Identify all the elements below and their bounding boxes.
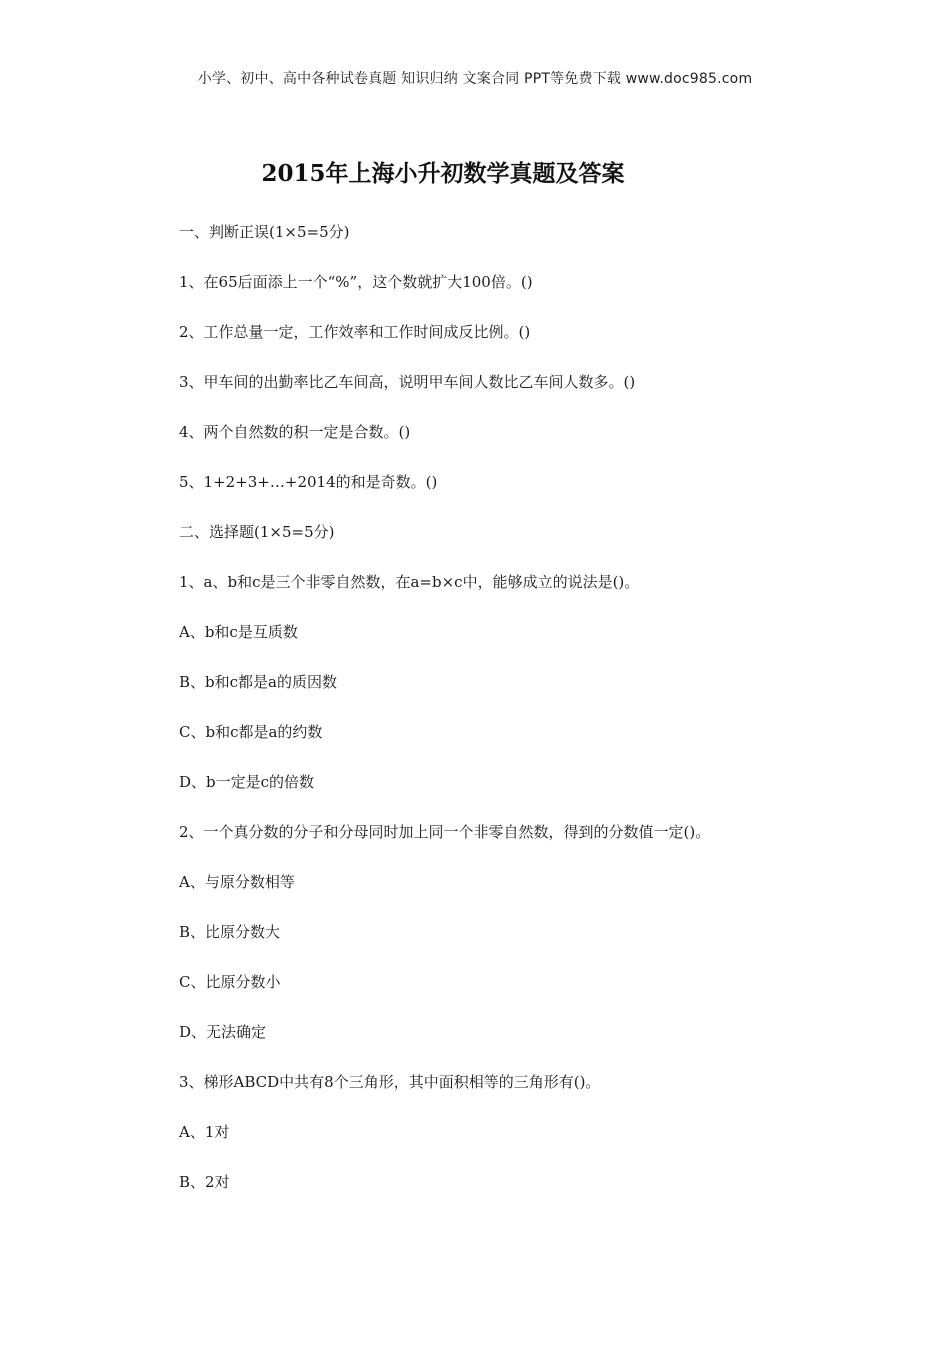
option-line: C、比原分数小 (179, 973, 281, 991)
option-line: A、b和c是互质数 (179, 623, 298, 641)
question-line: 2、一个真分数的分子和分母同时加上同一个非零自然数，得到的分数值一定()。 (179, 823, 711, 841)
question-line: 5、1+2+3+…+2014的和是奇数。() (179, 473, 438, 491)
question-line: 1、a、b和c是三个非零自然数，在a=b×c中，能够成立的说法是()。 (179, 573, 640, 591)
option-line: C、b和c都是a的约数 (179, 723, 323, 741)
option-line: B、b和c都是a的质因数 (179, 673, 337, 691)
document-body (179, 222, 879, 1222)
question-line: 4、两个自然数的积一定是合数。() (179, 423, 411, 441)
option-line: D、无法确定 (179, 1023, 267, 1041)
option-line: A、1对 (179, 1123, 230, 1141)
section-heading-choice: 二、选择题(1×5=5分) (179, 523, 335, 541)
section-heading-judgement: 一、判断正误(1×5=5分) (179, 223, 350, 241)
option-line: D、b一定是c的倍数 (179, 773, 315, 791)
option-line: A、与原分数相等 (179, 873, 295, 891)
site-banner: 小学、初中、高中各种试卷真题 知识归纳 文案合同 PPT等免费下载 www.doc985.com (197, 71, 753, 87)
option-line: B、2对 (179, 1173, 230, 1191)
question-line: 3、甲车间的出勤率比乙车间高，说明甲车间人数比乙车间人数多。() (179, 373, 636, 391)
question-line: 2、工作总量一定，工作效率和工作时间成反比例。() (179, 323, 531, 341)
option-line: B、比原分数大 (179, 923, 281, 941)
document-title: 2015年上海小升初数学真题及答案 (261, 160, 625, 187)
question-line: 1、在65后面添上一个“%”，这个数就扩大100倍。() (179, 273, 533, 291)
question-line: 3、梯形ABCD中共有8个三角形，其中面积相等的三角形有()。 (179, 1073, 601, 1091)
